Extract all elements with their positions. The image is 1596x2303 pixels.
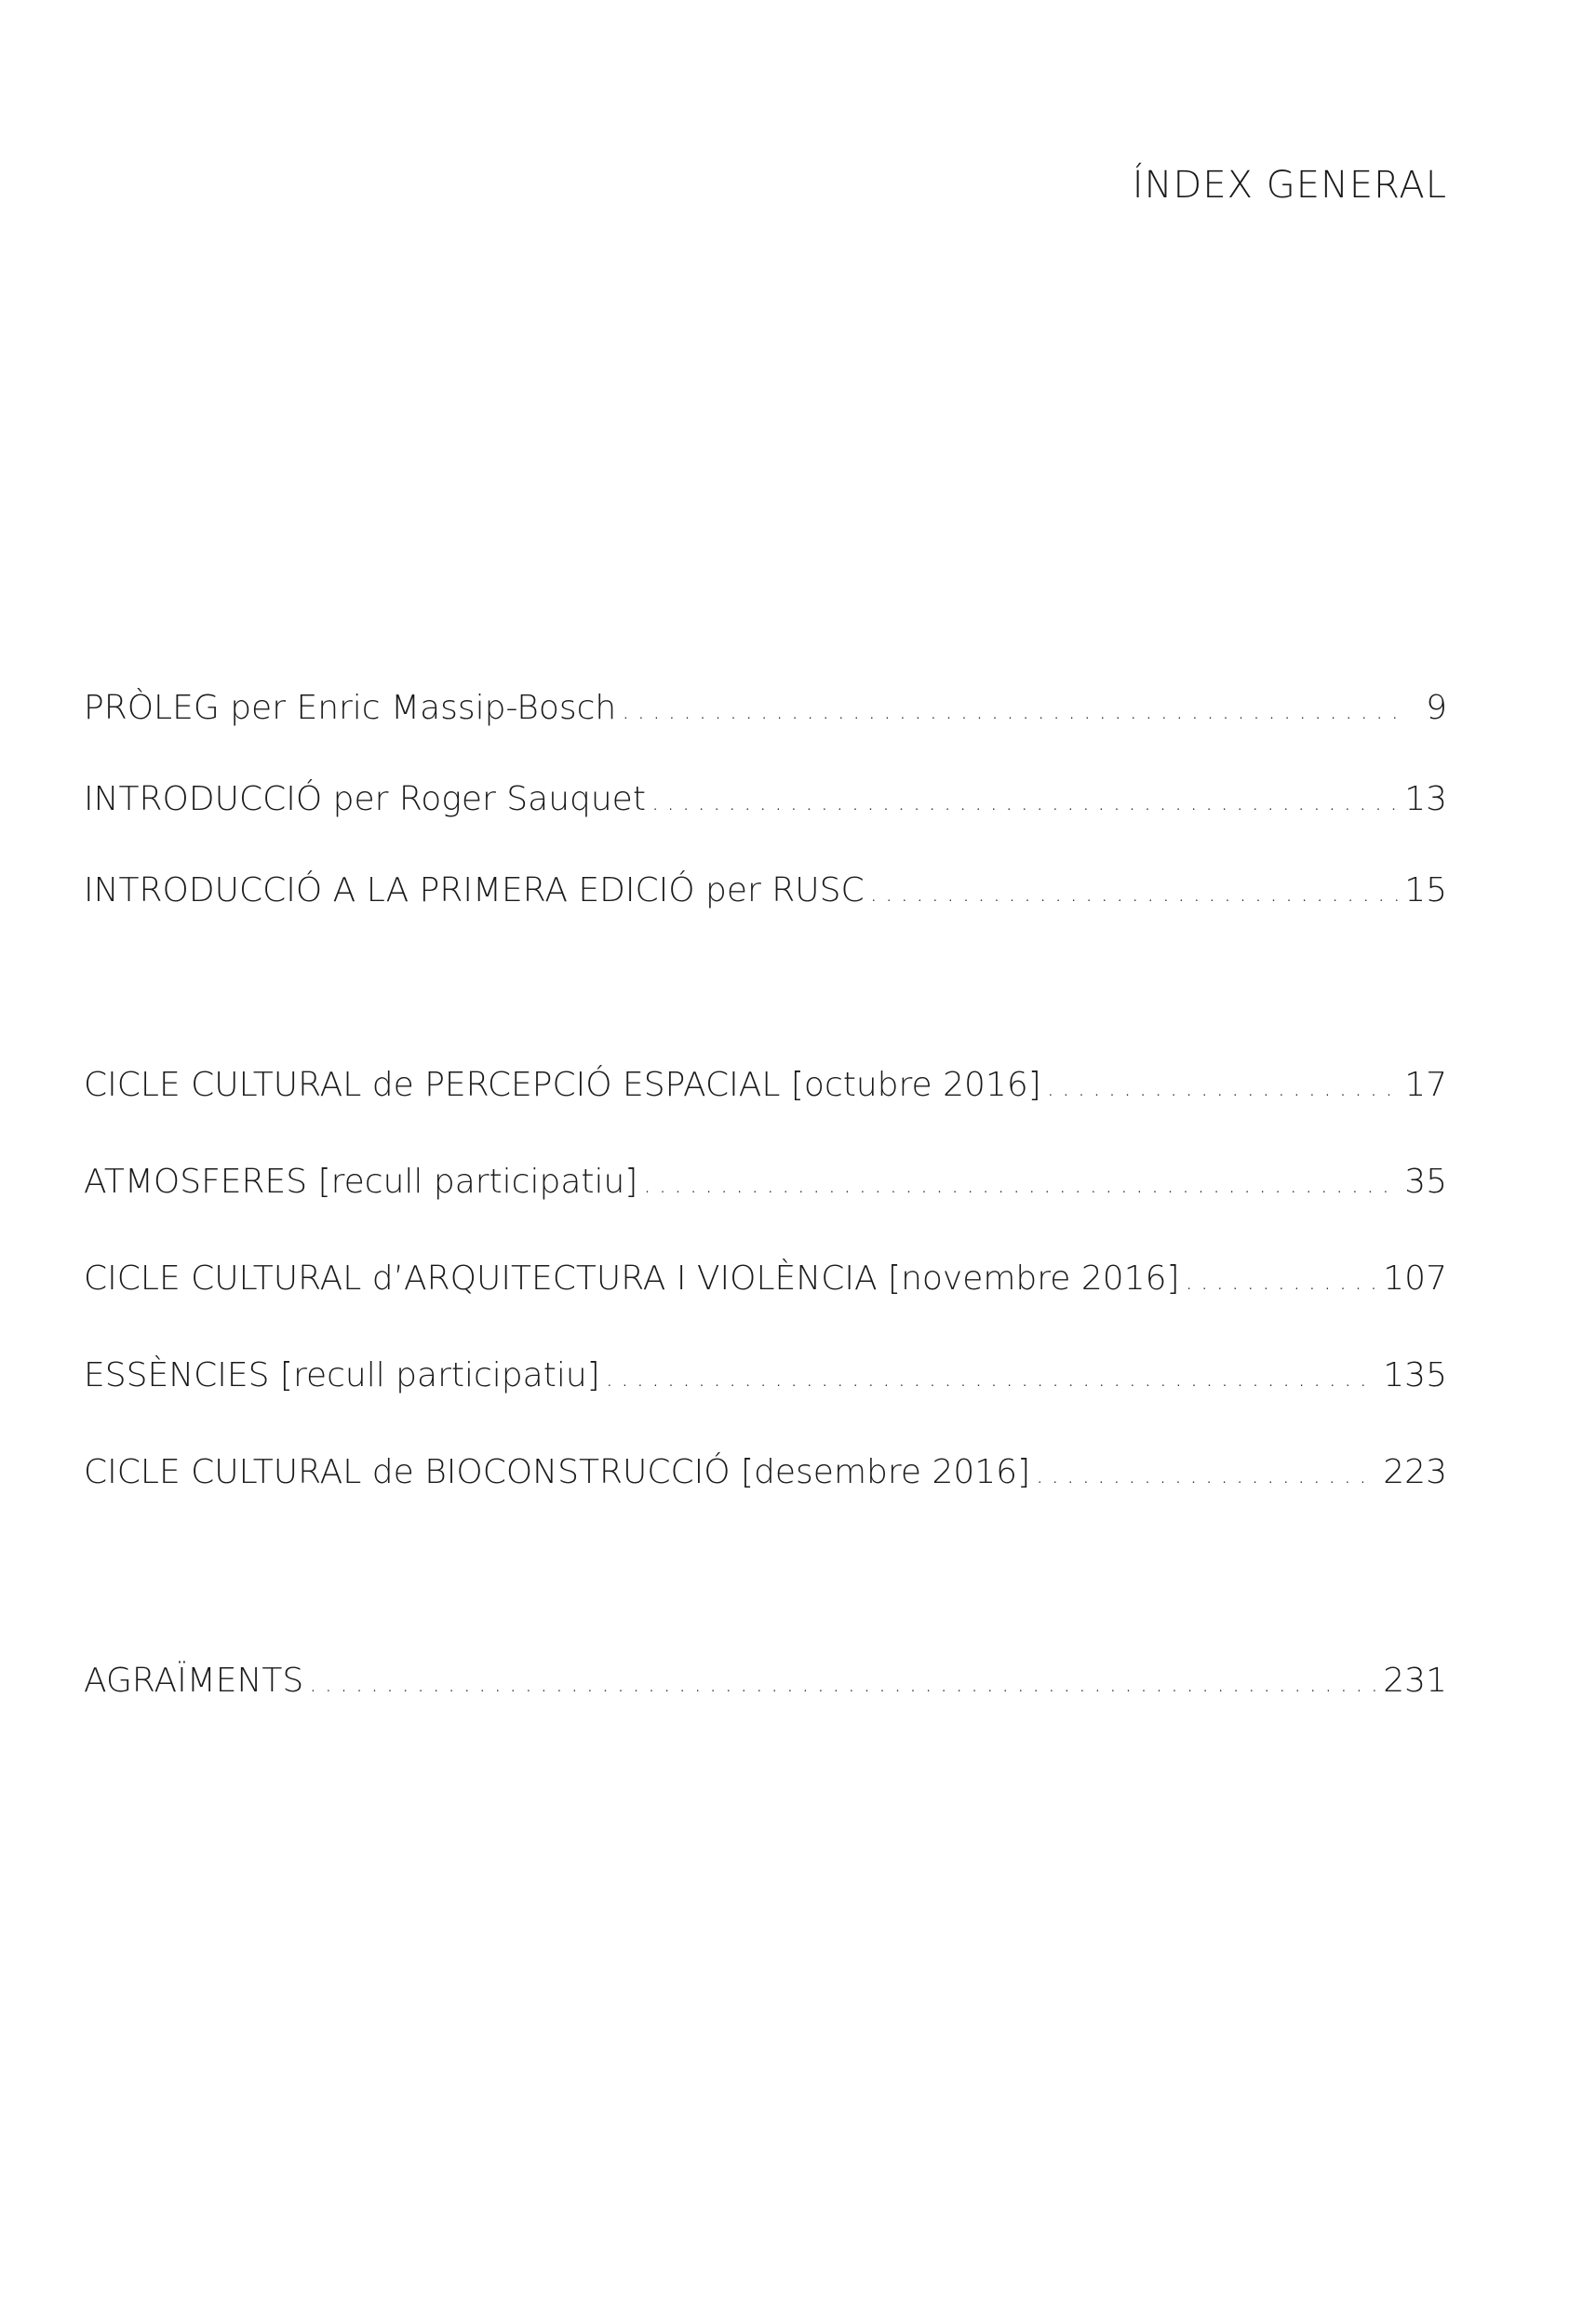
toc-entry-agraiments[interactable] — [84, 1662, 1447, 1753]
toc-front-matter — [84, 689, 1447, 963]
toc-entry-label: AGRAÏMENTS — [84, 1662, 304, 1700]
toc-chapters — [84, 1066, 1447, 1550]
toc-page-number: 15 — [1404, 871, 1447, 909]
toc-entry-label: ESSÈNCIES [recull participatiu] — [84, 1356, 600, 1394]
toc-page-number: 223 — [1383, 1453, 1447, 1491]
toc-back-matter — [84, 1662, 1447, 1753]
toc-entry-proleg[interactable] — [84, 689, 1447, 780]
toc-dot-leader — [1036, 1461, 1377, 1489]
toc-entry-label: CICLE CULTURAL de PERCEPCIÓ ESPACIAL [octubre 2016] — [84, 1066, 1041, 1104]
toc-dot-leader — [309, 1670, 1377, 1698]
toc-page-number: 135 — [1383, 1356, 1447, 1394]
page-title: ÍNDEX GENERAL — [1132, 164, 1447, 207]
toc-entry-label: CICLE CULTURAL d’ARQUITECTURA I VIOLÈNCIA [novembre 2016] — [84, 1259, 1180, 1298]
toc-page-number: 17 — [1404, 1066, 1447, 1104]
toc-entry-introduccio-primera-edicio[interactable] — [84, 871, 1447, 963]
toc-dot-leader — [651, 788, 1399, 816]
toc-dot-leader — [1047, 1074, 1399, 1102]
toc-dot-leader — [870, 880, 1400, 908]
toc-entry-label: INTRODUCCIÓ A LA PRIMERA EDICIÓ per RUSC — [84, 871, 865, 909]
toc-entry-essencies[interactable] — [84, 1356, 1447, 1453]
toc-page-number: 231 — [1383, 1662, 1447, 1700]
toc-entry-label: PRÒLEG per Enric Massip-Bosch — [84, 689, 617, 727]
toc-entry-label: CICLE CULTURAL de BIOCONSTRUCCIÓ [desembre 2016] — [84, 1453, 1031, 1491]
toc-page-number: 107 — [1383, 1259, 1447, 1298]
toc-dot-leader — [643, 1171, 1399, 1199]
toc-entry-atmosferes[interactable] — [84, 1163, 1447, 1259]
toc-entry-label: ATMOSFERES [recull participatiu] — [84, 1163, 638, 1201]
toc-dot-leader — [1186, 1268, 1378, 1296]
toc-page-number: 13 — [1404, 780, 1447, 818]
toc-dot-leader — [606, 1365, 1378, 1393]
toc-dot-leader — [622, 697, 1401, 725]
toc-page-number: 35 — [1404, 1163, 1447, 1201]
toc-page-number: 9 — [1426, 689, 1447, 727]
toc-entry-percepcio-espacial[interactable] — [84, 1066, 1447, 1163]
toc-entry-introduccio[interactable] — [84, 780, 1447, 871]
toc-entry-bioconstruccio[interactable] — [84, 1453, 1447, 1550]
toc-entry-arquitectura-violencia[interactable] — [84, 1259, 1447, 1356]
toc-entry-label: INTRODUCCIÓ per Roger Sauquet — [84, 780, 646, 818]
